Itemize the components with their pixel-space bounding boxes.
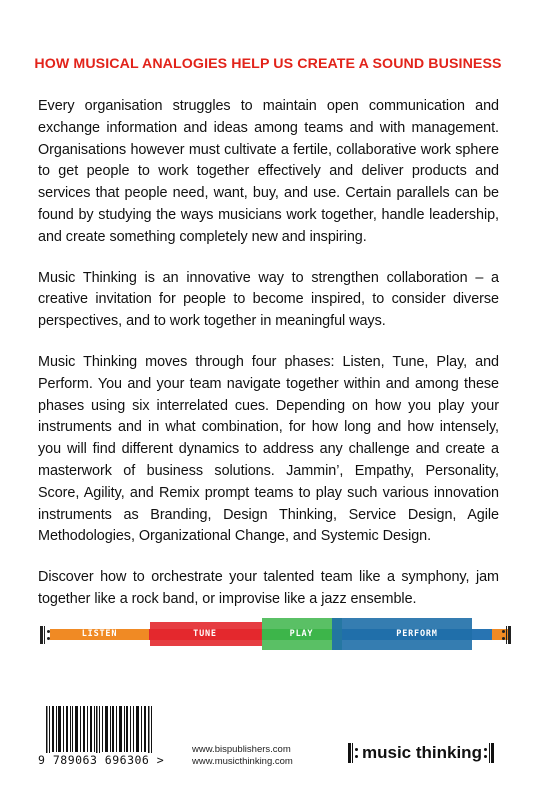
music-thinking-logo — [348, 740, 496, 766]
barcode-number — [38, 753, 178, 767]
repeat-end-logo-icon — [484, 743, 496, 763]
logo-text: music thinking — [362, 743, 482, 762]
phase-bar — [40, 618, 512, 650]
repeat-end-icon — [502, 626, 512, 644]
phase-labels — [50, 629, 498, 640]
paragraph-definition: Music Thinking is an innovative way to strengthen collaboration – a creative invitation for people to become inspired, to consider diverse perspectives, and to work together in meaningful ways. — [38, 269, 499, 330]
paragraph-closing: Discover how to orchestrate your talented team like a symphony, jam together like a rock band, or improvise like a jazz ensemble. — [38, 569, 499, 607]
body-text — [38, 96, 499, 630]
barcode-arrow: > — [156, 753, 165, 767]
barcode-icon — [38, 706, 168, 754]
barcode-digits: 9 789063 696306 — [38, 753, 150, 767]
publisher-url[interactable]: www.bispublishers.com — [192, 744, 291, 755]
paragraph-intro: Every organisation struggles to maintain open communication and exchange information and ideas among teams and with management. Organisations however must cultivate a fertile, collaborative work sphere to get people to work together effectively and deliver products and services that people need, want, buy, and use. Certain parallels can be found by studying the ways musicians work together, handle leadership, and create something completely new and inspiring. — [38, 98, 499, 245]
musicthinking-url[interactable]: www.musicthinking.com — [192, 756, 293, 767]
repeat-start-logo-icon — [348, 743, 359, 763]
phase-label-perform: PERFORM — [396, 629, 438, 639]
website-links — [192, 744, 293, 768]
phase-label-play: PLAY — [289, 629, 314, 639]
phase-label-listen: LISTEN — [81, 629, 118, 639]
headline: HOW MUSICAL ANALOGIES HELP US CREATE A SOUND BUSINESS — [34, 56, 502, 72]
phase-label-tune: TUNE — [193, 629, 217, 639]
repeat-start-icon — [40, 626, 50, 644]
paragraph-phases: Music Thinking moves through four phases: Listen, Tune, Play, and Perform. You and your team navigate together within and among these phases using six interrelated cues. Depending on how you play your instruments and in what combination, for how long and how intensely, you will find different dynamics to address any challenge and create a masterwork of business solutions. Jammin’, Empathy, Personality, Score, Agility, and Remix prompt teams to play such various innovation instruments as Branding, Design Thinking, Service Design, Agile Methodologies, Organizational Change, and Systemic Design. — [38, 353, 499, 545]
